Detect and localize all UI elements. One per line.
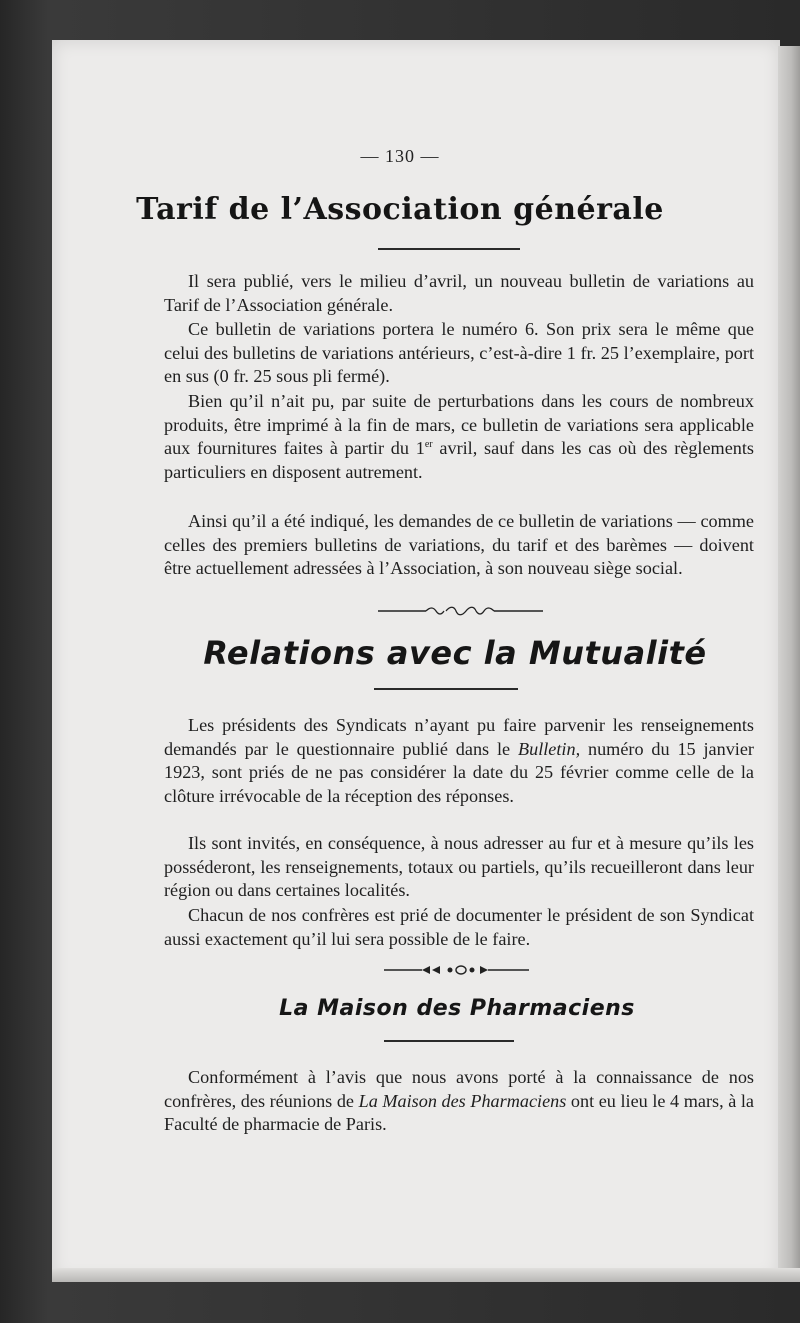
- section-title-maison: La Maison des Pharmaciens: [279, 996, 635, 1021]
- page-bottom-edge: [52, 1268, 800, 1282]
- paragraph: [164, 1066, 754, 1137]
- paragraph: Ils sont invités, en conséquence, à nous adresser au fur et à mesure qu’ils les posséderont, les renseignements, totaux ou partiels, qu’ils recueilleront dans leur région ou dans certaines localités.: [164, 833, 754, 901]
- paragraph: Il sera publié, vers le milieu d’avril, un nouveau bulletin de variations au Tarif de l’Association générale.: [164, 271, 754, 315]
- bulletin-reference: Bulletin,: [517, 738, 581, 759]
- title-underline: [374, 688, 518, 690]
- paragraph: Ainsi qu’il a été indiqué, les demandes de ce bulletin de variations — comme celles des premiers bulletins de variations, du tarif et des barèmes — doivent être actuellement adressées à l’Association, à son nouveau siège social.: [164, 511, 754, 579]
- paragraph: [164, 390, 754, 484]
- paragraph-text: avril, sauf dans les cas où des règlements particuliers en disposent autrement.: [164, 438, 754, 482]
- section-title-relations: Relations avec la Mutualité: [203, 634, 707, 672]
- title-underline: [378, 248, 520, 250]
- paragraph-text: Les présidents des Syndicats n’ayant pu faire parvenir les renseignements demandés par le questionnaire publié dans le: [164, 715, 754, 759]
- paragraph-text: ont eu lieu le 4 mars, à la Faculté de pharmacie de Paris.: [164, 1090, 754, 1135]
- page-number: — 130 —: [360, 146, 440, 166]
- title-underline: [384, 1040, 514, 1042]
- superscript: er: [424, 439, 433, 451]
- paragraph: Ce bulletin de variations portera le numéro 6. Son prix sera le même que celui des bulletins de variations antérieurs, c’est-à-dire 1 fr. 25 l’exemplaire, port en sus (0 fr. 25 sous pli fermé).: [164, 319, 754, 387]
- maison-reference: La Maison des Pharmaciens: [358, 1090, 567, 1111]
- paragraph: [164, 714, 754, 808]
- paragraph-text: Conformément à l’avis que nous avons porté à la connaissance de nos confrères, des réunions de: [164, 1067, 754, 1111]
- ornament-divider: [378, 602, 543, 620]
- paragraph-text: Bien qu’il n’ait pu, par suite de perturbations dans les cours de nombreux produits, être imprimé à la fin de mars, ce bulletin de variations sera applicable aux fournitures faites à partir du 1: [164, 391, 754, 459]
- paragraph-text: numéro du 15 janvier 1923, sont priés de ne pas considérer la date du 25 février comme celle de la clôture irrévocable de la réception des réponses.: [164, 738, 754, 806]
- paragraph: Chacun de nos confrères est prié de documenter le président de son Syndicat aussi exactement qu’il lui sera possible de le faire.: [164, 905, 754, 949]
- ornament-divider: [384, 962, 529, 978]
- section-title-tarif: Tarif de l’Association générale: [136, 192, 664, 227]
